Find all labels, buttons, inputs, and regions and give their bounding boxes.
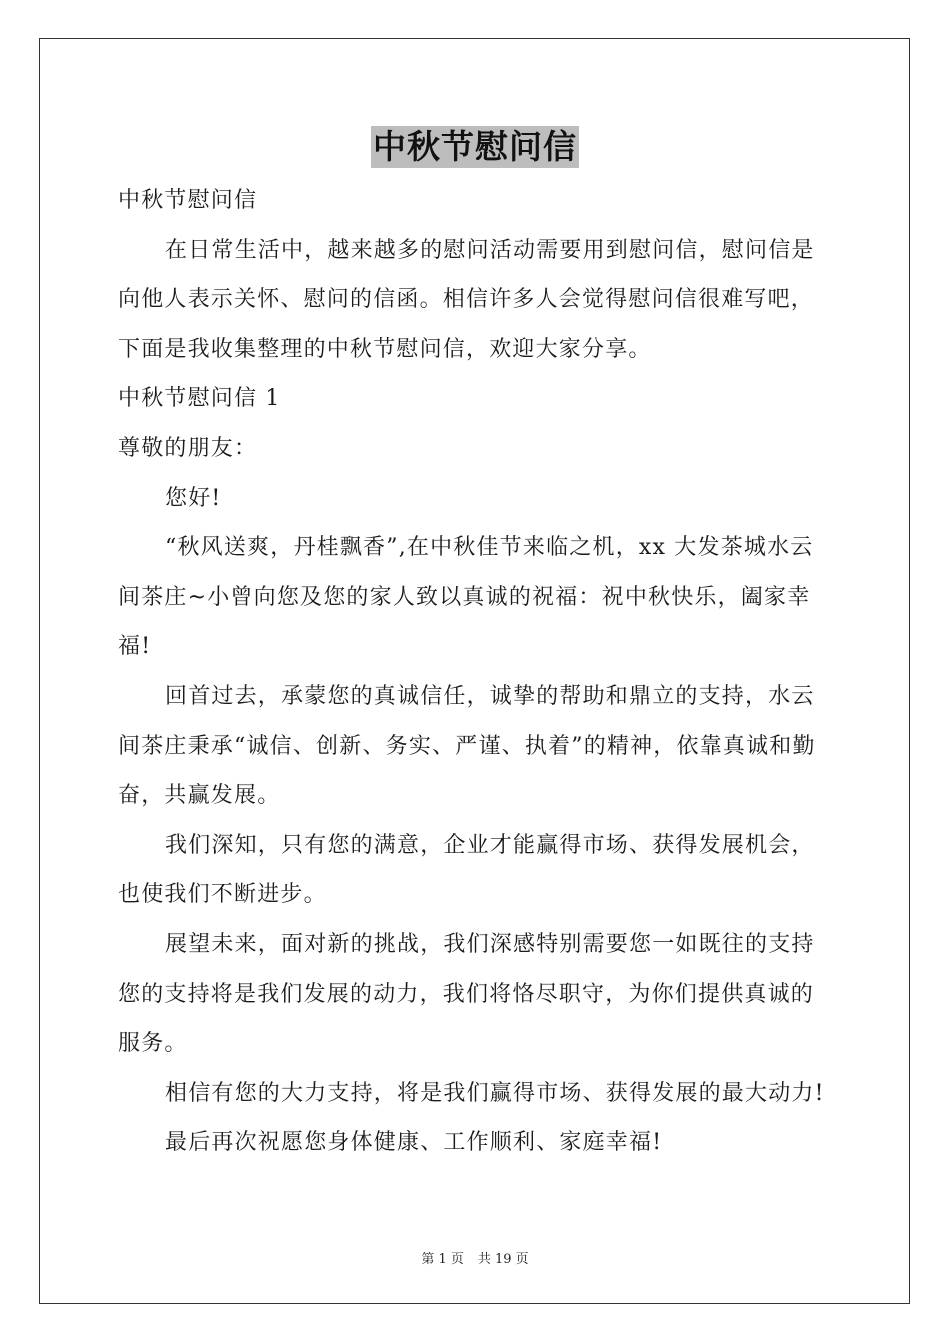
body-paragraph: 相信有您的大力支持，将是我们赢得市场、获得发展的最大动力! (165, 1080, 825, 1106)
body-paragraph: 我们深知，只有您的满意，企业才能赢得市场、获得发展机会，也使我们不断进步。 (118, 832, 815, 908)
body-paragraph: 回首过去，承蒙您的真诚信任，诚挚的帮助和鼎立的支持，水云间茶庄秉承“诚信、创新、务实、严谨、执着”的精神，依靠真诚和勤奋，共赢发展。 (118, 683, 816, 809)
greeting: 您好! (165, 485, 222, 511)
body-paragraph: 展望未来，面对新的挑战，我们深感特别需要您一如既往的支持您的支持将是我们发展的动力，我们将恪尽职守，为你们提供真诚的服务。 (118, 931, 815, 1057)
body-paragraph: “秋风送爽，丹桂飘香”,在中秋佳节来临之机，xx 大发茶城水云间茶庄~小曾向您及您的家人致以真诚的祝福：祝中秋快乐，阖家幸福! (118, 535, 814, 660)
closing-paragraph: 最后再次祝愿您身体健康、工作顺利、家庭幸福! (165, 1130, 663, 1156)
page-number: 第 1 页 (421, 1252, 464, 1267)
intro-heading: 中秋节慰问信 (118, 188, 258, 213)
document-title-wrapper (0, 126, 950, 168)
page-footer (0, 1248, 950, 1267)
salutation: 尊敬的朋友： (118, 435, 258, 461)
intro-paragraph: 在日常生活中，越来越多的慰问活动需要用到慰问信，慰问信是向他人表示关怀、慰问的信函。相信许多人会觉得慰问信很难写吧，下面是我收集整理的中秋节慰问信，欢迎大家分享。 (118, 237, 815, 362)
page-total: 共 19 页 (477, 1252, 529, 1267)
document-title: 中秋节慰问信 (373, 127, 577, 166)
letter-heading: 中秋节慰问信 1 (118, 386, 281, 412)
document-body (118, 176, 834, 1168)
